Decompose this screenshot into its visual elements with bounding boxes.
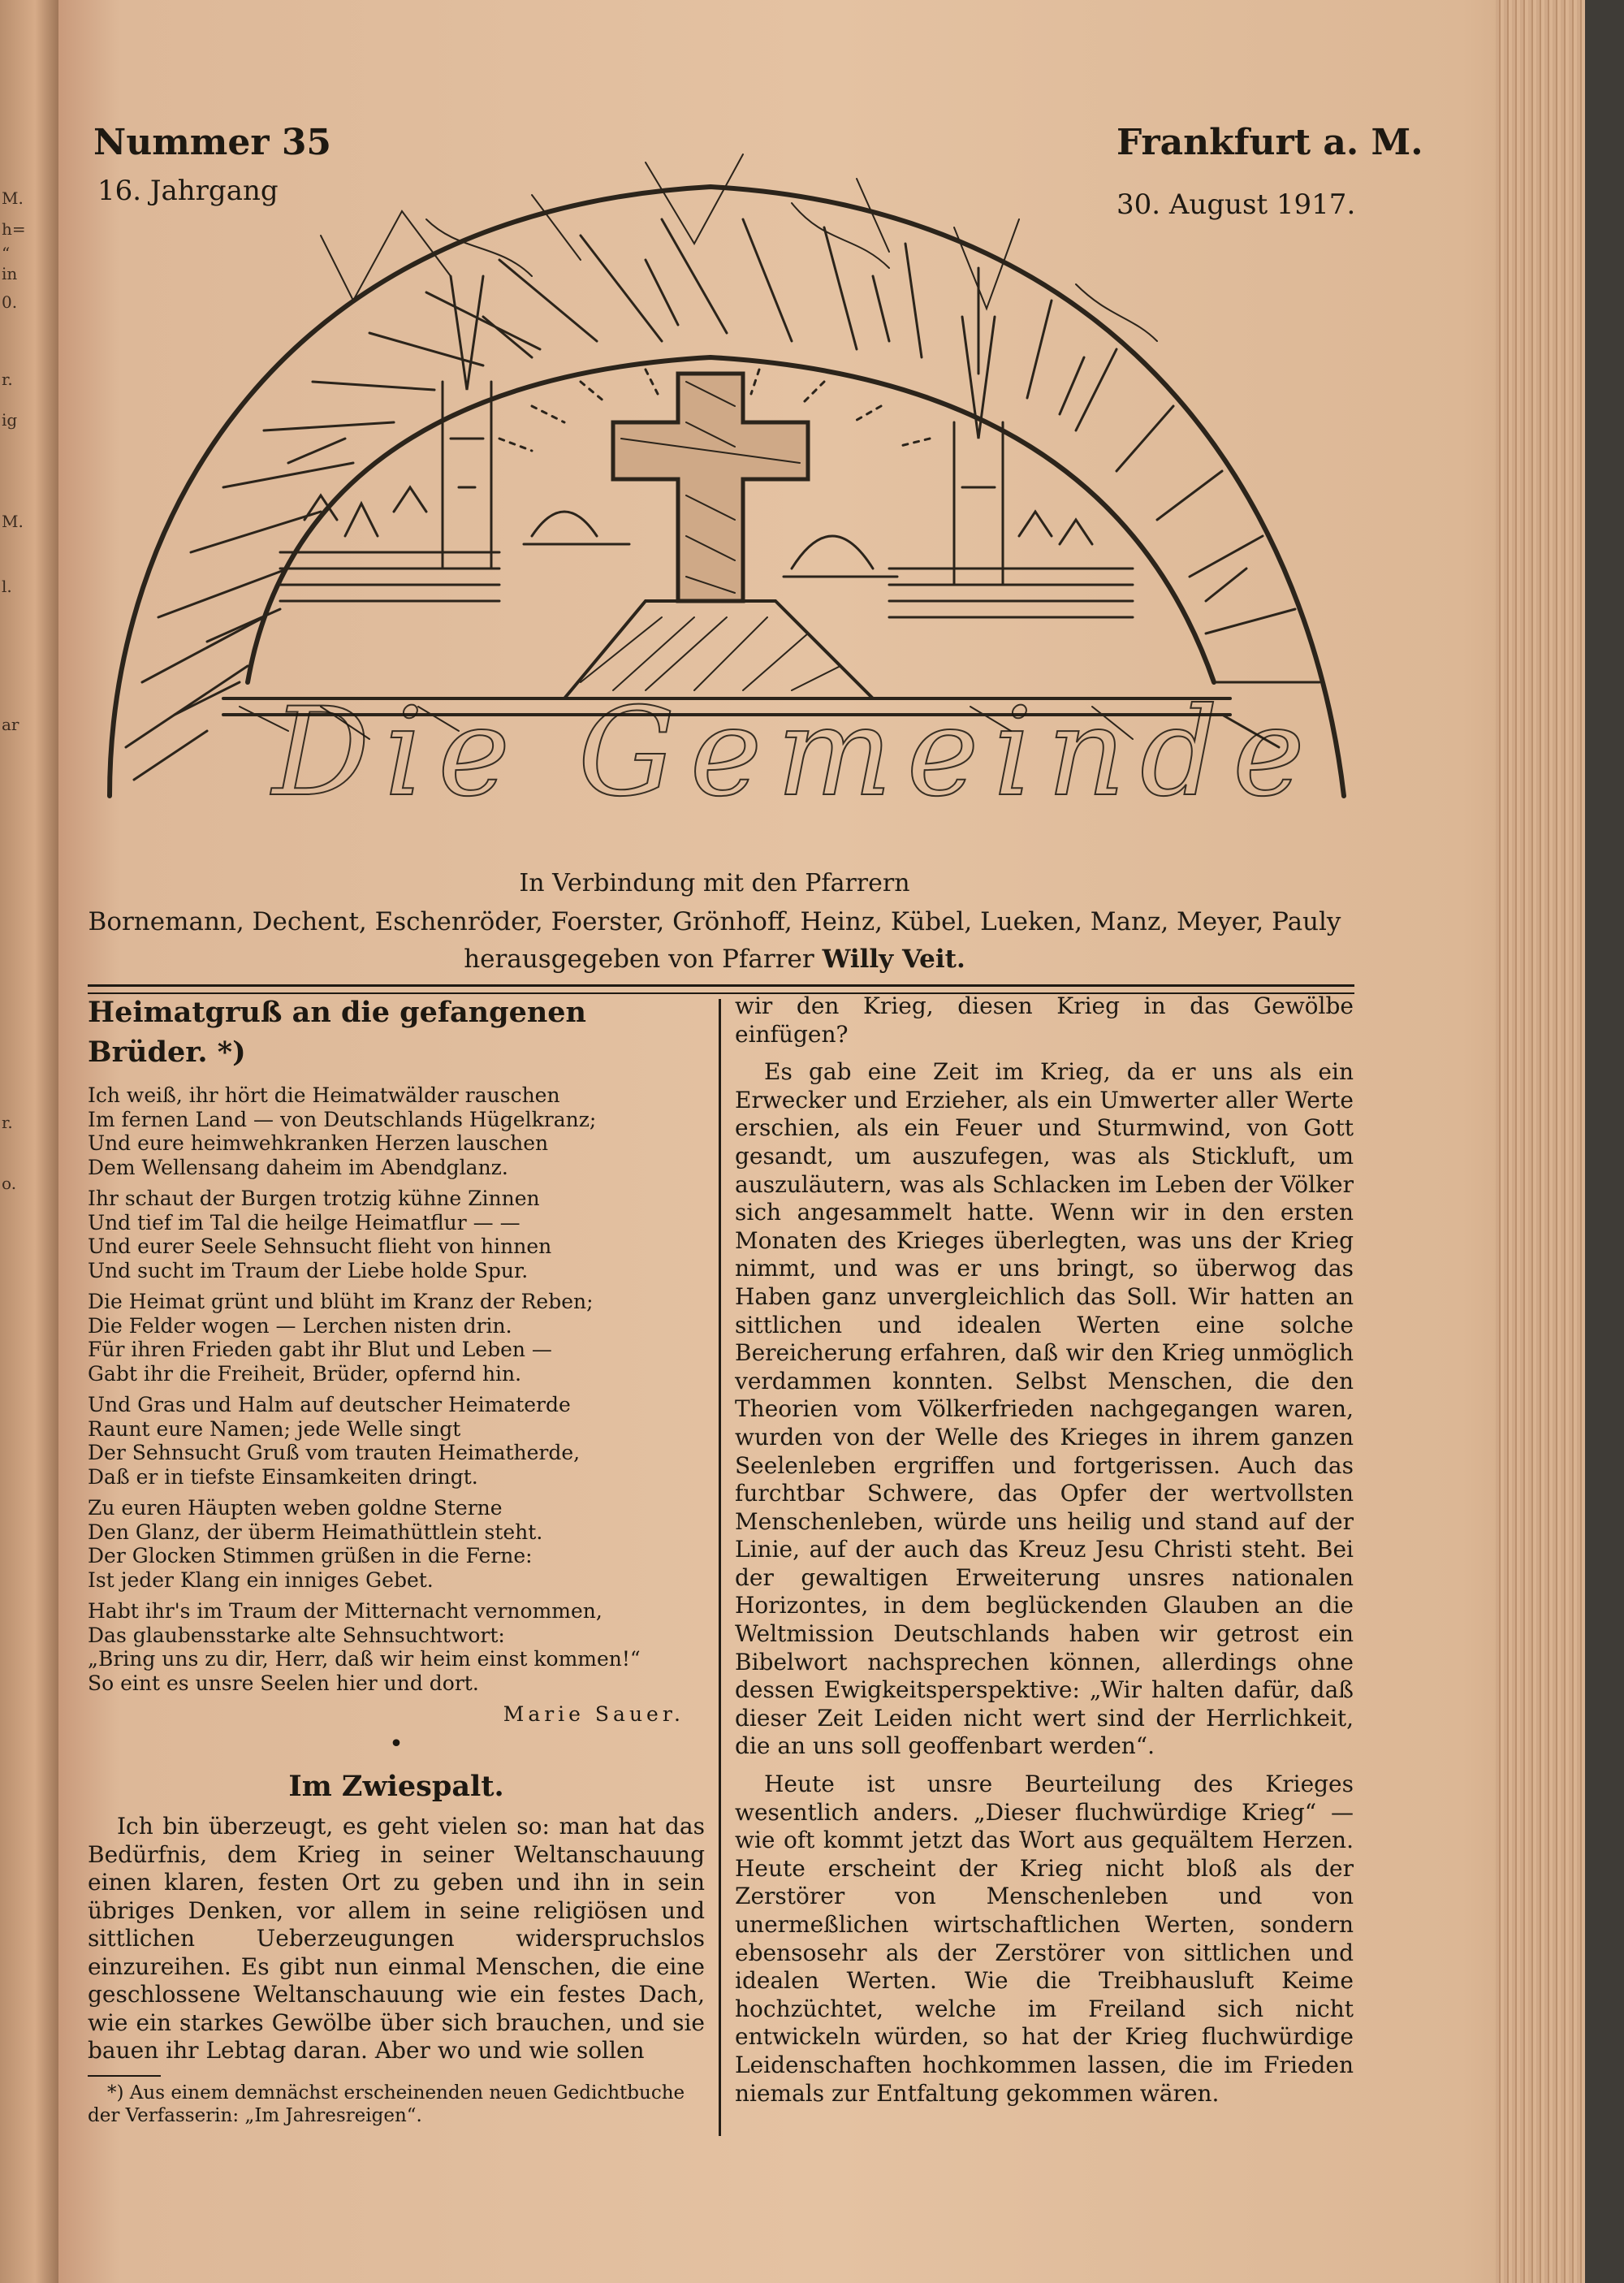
poem-line: Raunt eure Namen; jede Welle singt <box>88 1416 461 1441</box>
article-title: Im Zwiespalt. <box>288 1770 504 1803</box>
poem-stanza <box>88 1599 705 1695</box>
publication-date: 30. August 1917. <box>1116 188 1356 221</box>
adjacent-text-fragment: in <box>2 264 18 283</box>
book-binding <box>1585 0 1624 2283</box>
right-column <box>735 992 1354 2117</box>
adjacent-text-fragment: 0. <box>2 292 18 312</box>
article-paragraph: wir den Krieg, diesen Krieg in das Gewölbe einfügen? <box>735 992 1354 1048</box>
editor-line <box>81 945 1348 974</box>
poem-line: „Bring uns zu dir, Herr, daß wir heim einst kommen!“ <box>88 1647 641 1671</box>
left-column <box>88 992 705 2127</box>
column-divider <box>719 999 721 2136</box>
poem-line: Und Gras und Halm auf deutscher Heimaterde <box>88 1393 571 1416</box>
poem-line: Die Heimat grünt und blüht im Kranz der Reben; <box>88 1290 594 1313</box>
adjacent-text-fragment: o. <box>2 1174 17 1193</box>
poem-author: Marie Sauer. <box>503 1702 685 1726</box>
newspaper-title: Die Gemeinde <box>272 682 1320 824</box>
contributors-intro: In Verbindung mit den Pfarrern <box>519 869 910 897</box>
poem-line: Im fernen Land — von Deutschlands Hügelkranz; <box>88 1107 597 1131</box>
poem-line: Ich weiß, ihr hört die Heimatwälder rauschen <box>88 1083 560 1107</box>
editor-name: Willy Veit. <box>822 945 965 974</box>
poem-title: Heimatgruß an die gefangenen Brüder. *) <box>88 996 587 1069</box>
adjacent-text-fragment: r. <box>2 370 13 389</box>
poem-line: Das glaubensstarke alte Sehnsuchtwort: <box>88 1623 505 1647</box>
adjacent-text-fragment: M. <box>2 512 24 531</box>
issue-number: Nummer 35 <box>93 122 332 163</box>
editor-prefix: herausgegeben von Pfarrer <box>464 945 814 974</box>
poem-line: Den Glanz, der überm Heimathüttlein steht. <box>88 1520 543 1544</box>
adjacent-text-fragment: r. <box>2 1113 13 1132</box>
publication-city: Frankfurt a. M. <box>1116 122 1423 163</box>
poem-line: Die Felder wogen — Lerchen nisten drin. <box>88 1313 512 1338</box>
article-paragraph: Heute ist unsre Beurteilung des Krieges wesentlich anders. „Dieser fluchwürdige Krieg“ — wie oft kommt jetzt das Wort aus gequältem Herzen. Heute erscheint der Krieg nicht bloß als der Zerstörer von Menschenleben und von unermeßlichen wirtschaftlichen Werten, sondern ebensosehr als der Zerstörer von sittlichen und idealen Werten. Wie die Treibhausluft Keime hochzüchtet, welche im Freiland sich nicht entwickeln würden, so hat der Krieg fluchwürdige Leidenschaften hochkommen lassen, die im Frieden niemals zur Entfaltung gekommen wären. <box>735 1771 1354 2107</box>
poem-line: Dem Wellensang daheim im Abendglanz. <box>88 1155 508 1179</box>
poem-line: Und sucht im Traum der Liebe holde Spur. <box>88 1258 529 1282</box>
poem <box>88 1083 705 1695</box>
section-separator: • <box>389 1730 404 1758</box>
poem-line: Der Sehnsucht Gruß vom trauten Heimatherde, <box>88 1441 581 1464</box>
adjacent-text-fragment: h= <box>2 219 26 239</box>
poem-line: Habt ihr's im Traum der Mitternacht vernommen, <box>88 1599 603 1623</box>
adjacent-text-fragment: l. <box>2 577 12 596</box>
adjacent-page-edge <box>0 0 58 2283</box>
adjacent-text-fragment: ig <box>2 410 18 430</box>
poem-line: Ist jeder Klang ein inniges Gebet. <box>88 1567 434 1592</box>
article-body-right <box>735 992 1354 2108</box>
article-body-left <box>88 1813 705 2065</box>
adjacent-text-fragment: M. <box>2 188 24 208</box>
footnote-divider <box>88 2075 161 2077</box>
footnote: *) Aus einem demnächst erscheinenden neuen Gedichtbuche der Verfasserin: „Im Jahresreigen“. <box>88 2082 685 2126</box>
volume-year: 16. Jahrgang <box>97 175 279 207</box>
poem-line: Für ihren Frieden gabt ihr Blut und Leben — <box>88 1338 552 1361</box>
adjacent-text-fragment: ar <box>2 715 19 734</box>
poem-stanza <box>88 1083 705 1179</box>
poem-stanza <box>88 1393 705 1489</box>
poem-stanza <box>88 1290 705 1386</box>
poem-line: So eint es unsre Seelen hier und dort. <box>88 1671 479 1695</box>
poem-line: Gabt ihr die Freiheit, Brüder, opfernd hin. <box>88 1361 522 1386</box>
poem-line: Und eurer Seele Sehnsucht flieht von hinnen <box>88 1234 552 1258</box>
poem-line: Ihr schaut der Burgen trotzig kühne Zinnen <box>88 1187 540 1210</box>
poem-stanza <box>88 1496 705 1592</box>
article-paragraph: Ich bin überzeugt, es geht vielen so: man hat das Bedürfnis, dem Krieg in seiner Weltanschauung einen klaren, festen Ort zu geben und ihn in sein übriges Denken, vor allem in seine religiösen und sittlichen Ueberzeugungen widerspruchslos einzureihen. Es gibt nun einmal Menschen, die eine geschlossene Weltanschauung wie ein festes Dach, wie ein starkes Gewölbe über sich brauchen, und sie bauen ihr Lebtag daran. Aber wo und wie sollen <box>88 1813 705 2064</box>
adjacent-text-fragment: “ <box>2 244 11 263</box>
poem-line: Und tief im Tal die heilge Heimatflur — — <box>88 1210 520 1234</box>
poem-line: Zu euren Häupten weben goldne Sterne <box>88 1496 503 1520</box>
article-paragraph: Es gab eine Zeit im Krieg, da er uns als ein Erwecker und Erzieher, als ein Umwerter aller Werte erschien, als ein Feuer und Sturmwind, von Gott gesandt, um auszufegen, was als Stickluft, um auszuläutern, was als Schlacken im Leben der Völker sich angesammelt hatte. Wenn wir in den ersten Monaten des Krieges überlegten, was uns der Krieg nimmt, und was er uns bringt, so überwog das Haben ganz unvergleichlich das Soll. Wir hatten an sittlichen und idealen Werten eine solche Bereicherung erfahren, daß wir den Krieg unmöglich verdammen konnten. Selbst Menschen, die den Theorien vom Völkerfrieden nachgegangen waren, wurden von der Welle des Krieges in ihrem ganzen Seelenleben ergriffen und fortgerissen. Auch das furchtbar Schwere, das Opfer der wertvollsten Menschenleben, würde uns heilig und stand auf der Linie, auf der auch das Kreuz Jesu Christi steht. Bei der gewaltigen Erweiterung unsres nationalen Horizontes, in dem beglückenden Glauben an die Weltmission Deutschlands haben wir getrost ein Bibelwort nachsprechen können, allerdings ohne dessen Ewigkeitsperspektive: „Wir halten dafür, daß dieser Zeit Leiden nicht wert sind der Herrlichkeit, die an uns soll geoffenbart werden“. <box>735 1058 1354 1760</box>
poem-stanza <box>88 1187 705 1282</box>
page-stack-edge <box>1496 0 1585 2283</box>
poem-line: Daß er in tiefste Einsamkeiten dringt. <box>88 1464 478 1489</box>
poem-line: Und eure heimwehkranken Herzen lauschen <box>88 1131 549 1155</box>
poem-line: Der Glocken Stimmen grüßen in die Ferne: <box>88 1544 533 1567</box>
contributors-list: Bornemann, Dechent, Eschenröder, Foerster, Grönhoff, Heinz, Kübel, Lueken, Manz, Meyer, Pauly <box>88 907 1341 936</box>
